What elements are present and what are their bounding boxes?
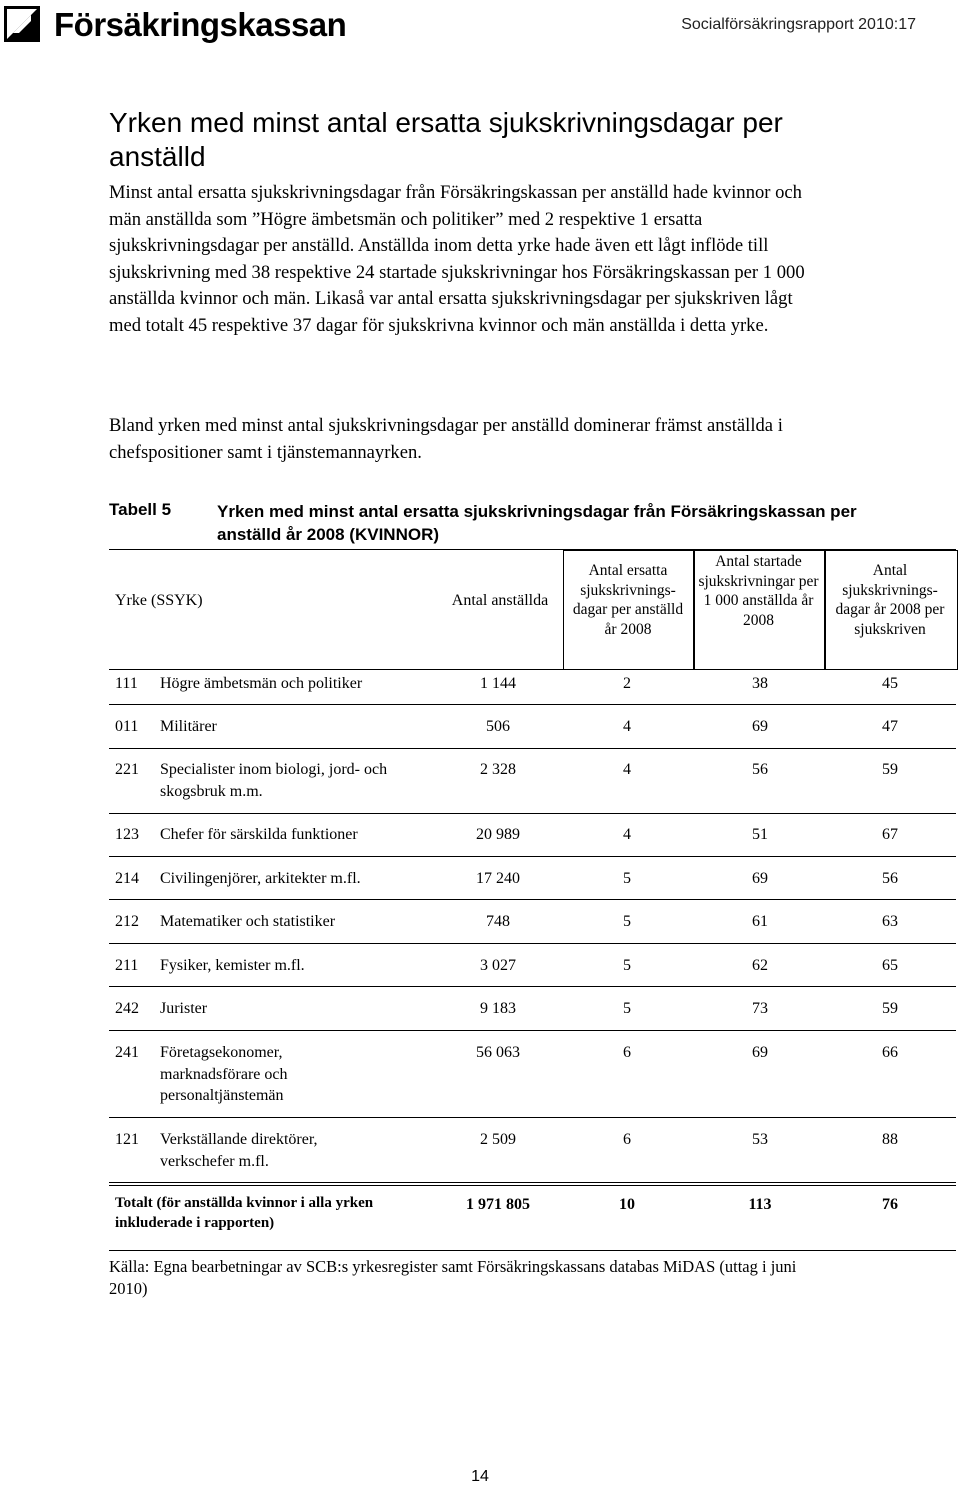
row-occupation: Verkställande direktörer, verkschefer m.fl. <box>160 1131 318 1170</box>
row-days-per-employee: 6 <box>623 1044 631 1061</box>
row-rule <box>109 986 956 987</box>
row-days-per-sick: 59 <box>882 761 898 778</box>
total-started-per-1000: 113 <box>748 1196 772 1213</box>
column-header-days-per-employee: Antal ersatta sjukskrivnings-dagar per anställd år 2008 <box>572 562 684 638</box>
row-days-per-employee: 4 <box>623 718 631 735</box>
row-days-per-employee: 5 <box>623 957 631 974</box>
row-rule <box>109 748 956 749</box>
row-occupation: Högre ämbetsmän och politiker <box>160 675 363 692</box>
brand-logo <box>4 4 346 44</box>
row-days-per-sick: 66 <box>882 1044 898 1061</box>
row-code: 111 <box>115 675 138 692</box>
row-days-per-employee: 5 <box>623 1000 631 1017</box>
row-code: 241 <box>115 1044 139 1061</box>
row-days-per-sick: 56 <box>882 870 898 887</box>
row-occupation: Matematiker och statistiker <box>160 913 336 930</box>
table-title: Yrken med minst antal ersatta sjukskrivningsdagar från Försäkringskassan per anställd år 2008 (KVINNOR) <box>217 502 857 544</box>
row-started-per-1000: 56 <box>752 761 768 778</box>
page-number: 14 <box>471 1468 489 1485</box>
row-started-per-1000: 51 <box>752 826 768 843</box>
row-occupation: Specialister inom biologi, jord- och skogsbruk m.m. <box>160 761 388 800</box>
table-label: Tabell 5 <box>109 500 172 519</box>
row-occupation: Chefer för särskilda funktioner <box>160 826 358 843</box>
row-employed: 9 183 <box>480 1000 516 1017</box>
table-source-note: Källa: Egna bearbetningar av SCB:s yrkesregister samt Försäkringskassans databas MiDAS (uttag i juni 2010) <box>109 1257 797 1298</box>
brand-name: Försäkringskassan <box>54 5 347 43</box>
row-code: 211 <box>115 957 139 974</box>
header-rule <box>109 669 956 670</box>
row-days-per-sick: 63 <box>882 913 898 930</box>
row-days-per-employee: 4 <box>623 761 631 778</box>
row-days-per-employee: 2 <box>623 675 631 692</box>
row-employed: 506 <box>486 718 510 735</box>
row-rule <box>109 1185 956 1186</box>
row-employed: 56 063 <box>476 1044 520 1061</box>
row-days-per-sick: 59 <box>882 1000 898 1017</box>
brand-mark-icon <box>4 6 40 42</box>
row-started-per-1000: 38 <box>752 675 768 692</box>
row-started-per-1000: 73 <box>752 1000 768 1017</box>
row-started-per-1000: 61 <box>752 913 768 930</box>
row-days-per-employee: 5 <box>623 913 631 930</box>
row-rule <box>109 813 956 814</box>
table-bottom-rule <box>109 1250 956 1251</box>
row-employed: 3 027 <box>480 957 516 974</box>
row-days-per-sick: 47 <box>882 718 898 735</box>
row-rule <box>109 899 956 900</box>
report-reference: Socialförsäkringsrapport 2010:17 <box>681 16 916 33</box>
total-label: Totalt (för anställda kvinnor i alla yrken inkluderade i rapporten) <box>115 1195 374 1231</box>
row-employed: 2 509 <box>480 1131 516 1148</box>
column-header-occupation: Yrke (SSYK) <box>115 592 203 609</box>
row-rule <box>109 856 956 857</box>
row-rule <box>109 1030 956 1031</box>
total-employed: 1 971 805 <box>466 1196 530 1213</box>
row-days-per-employee: 5 <box>623 870 631 887</box>
row-code: 214 <box>115 870 139 887</box>
row-employed: 748 <box>486 913 510 930</box>
row-days-per-sick: 65 <box>882 957 898 974</box>
row-days-per-sick: 88 <box>882 1131 898 1148</box>
row-rule <box>109 704 956 705</box>
row-rule <box>109 1117 956 1118</box>
row-code: 242 <box>115 1000 139 1017</box>
row-code: 123 <box>115 826 139 843</box>
row-employed: 20 989 <box>476 826 520 843</box>
row-code: 212 <box>115 913 139 930</box>
row-started-per-1000: 69 <box>752 718 768 735</box>
total-days-per-employee: 10 <box>619 1196 635 1213</box>
body-paragraph: Minst antal ersatta sjukskrivningsdagar från Försäkringskassan per anställd hade kvinnor och män anställda som ”Högre ämbetsmän och politiker” med 2 respektive 1 ersatta sjukskrivningsdagar per anställd. Anställda inom detta yrke hade även ett lågt inflöde till sjukskrivning med 38 respektive 24 startade sjukskrivningar hos Försäkringskassan per 1 000 anställda kvinnor och män. Likaså var antal ersatta sjukskrivningsdagar per sjukskriven lågt med totalt 45 respektive 37 dagar för sjukskrivna kvinnor och män anställda i detta yrke. <box>109 182 805 336</box>
row-code: 121 <box>115 1131 139 1148</box>
body-paragraph: Bland yrken med minst antal sjukskrivningsdagar per anställd dominerar främst anställda i chefspositioner samt i tjänstemannayrken. <box>109 415 783 463</box>
row-code: 011 <box>115 718 139 735</box>
row-occupation: Fysiker, kemister m.fl. <box>160 957 305 974</box>
row-started-per-1000: 53 <box>752 1131 768 1148</box>
row-occupation: Företagsekonomer, marknadsförare och personaltjänstemän <box>160 1044 288 1104</box>
row-started-per-1000: 69 <box>752 870 768 887</box>
row-occupation: Militärer <box>160 718 217 735</box>
row-employed: 2 328 <box>480 761 516 778</box>
row-started-per-1000: 62 <box>752 957 768 974</box>
section-heading: Yrken med minst antal ersatta sjukskrivningsdagar per anställd <box>109 107 783 172</box>
row-occupation: Jurister <box>160 1000 208 1017</box>
row-employed: 1 144 <box>480 675 516 692</box>
row-code: 221 <box>115 761 139 778</box>
row-rule <box>109 1182 956 1183</box>
row-days-per-employee: 4 <box>623 826 631 843</box>
row-days-per-sick: 45 <box>882 675 898 692</box>
row-rule <box>109 943 956 944</box>
column-header-employed: Antal anställda <box>451 592 549 609</box>
row-employed: 17 240 <box>476 870 520 887</box>
row-occupation: Civilingenjörer, arkitekter m.fl. <box>160 870 361 887</box>
row-days-per-sick: 67 <box>882 826 898 843</box>
row-started-per-1000: 69 <box>752 1044 768 1061</box>
row-days-per-employee: 6 <box>623 1131 631 1148</box>
column-header-started-per-1000: Antal startade sjukskrivningar per 1 000 anställda år 2008 <box>698 553 819 629</box>
column-header-days-per-sick: Antal sjukskrivnings-dagar år 2008 per sjukskriven <box>835 562 945 638</box>
total-days-per-sick: 76 <box>882 1196 898 1213</box>
